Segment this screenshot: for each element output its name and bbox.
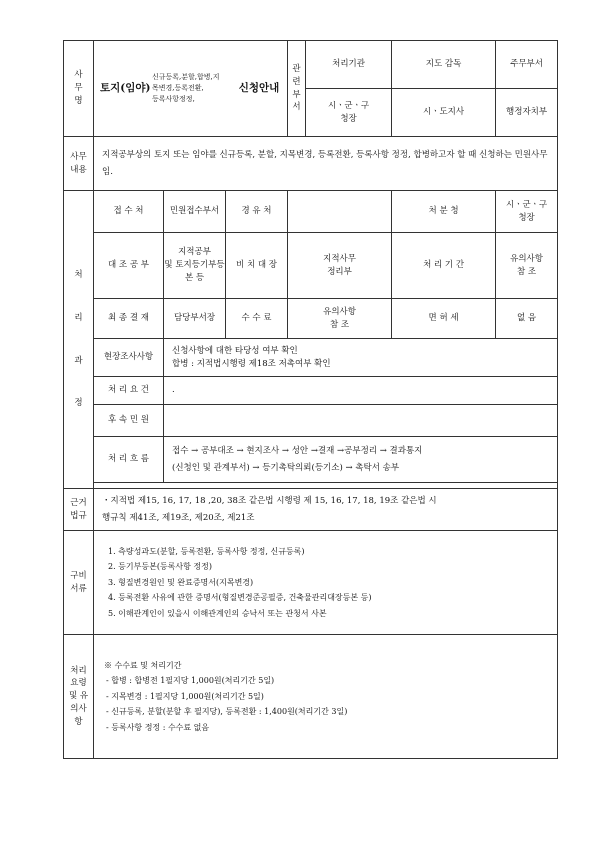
- documents-list: [94, 531, 558, 635]
- document-item: 5. 이해관계인이 있을시 이해관계인의 승낙서 또는 관청서 사본: [108, 608, 327, 618]
- survey-text: 신청사항에 대한 타당성 여부 확인 합병 : 지적법시행령 제18조 저촉여부 확인: [164, 339, 558, 377]
- title-suffix: 신청안내: [238, 81, 280, 94]
- process-r3-c4: 유의사항 참 조: [288, 299, 392, 339]
- followup-label: 후 속 민 원: [94, 405, 164, 437]
- followup-text: [164, 405, 558, 437]
- title-subtypes: 신규등록,분할,합병,지 목변경,등록전환, 등록사항정정,: [152, 72, 220, 104]
- title-main: 토지(임야): [100, 81, 151, 94]
- process-r2-c3: 비 치 대 장: [226, 233, 288, 299]
- form-page: [63, 40, 557, 759]
- document-item: 1. 측량성과도(분할, 등록전환, 등록사항 정정, 신규등록): [108, 546, 305, 556]
- process-r3-c6: 없 음: [496, 299, 558, 339]
- content-text: 지적공부상의 토지 또는 임야를 신규등록, 분할, 지목변경, 등록전환, 등록사항 정정, 합병하고자 할 때 신청하는 민원사무임.: [94, 137, 558, 191]
- process-r1-c2: 민원접수부서: [164, 191, 226, 233]
- document-item: 2. 등기부등본(등록사항 정정): [108, 562, 212, 572]
- col-header-processing: 처리기관: [306, 41, 392, 89]
- documents-label: 구비 서류: [64, 531, 94, 635]
- note-item: - 신규등록, 분할(분할 후 필지당), 등록전환 : 1,400원(처리기간 3일): [106, 707, 348, 717]
- supervision-agency: 시ㆍ도지사: [392, 89, 496, 137]
- note-item: - 지목변경 : 1필지당 1,000원(처리기간 5일): [106, 691, 264, 701]
- requirements-text: .: [164, 377, 558, 405]
- flow-label: 처 리 흐 름: [94, 437, 164, 483]
- process-r1-c5: 처 분 청: [392, 191, 496, 233]
- process-r1-c6: 시ㆍ군ㆍ구 청장: [496, 191, 558, 233]
- process-r2-c6: 유의사항 참 조: [496, 233, 558, 299]
- process-r2-c1: 대 조 공 부: [94, 233, 164, 299]
- related-dept-label: 관 련 부 서: [288, 41, 306, 137]
- info-form-table: [63, 40, 558, 759]
- main-dept: 행정자치부: [496, 89, 558, 137]
- notes-label: 처리 요령 및 유 의사 항: [64, 635, 94, 759]
- process-r3-c1: 최 종 결 재: [94, 299, 164, 339]
- processing-agency: 시ㆍ군ㆍ구 청장: [306, 89, 392, 137]
- process-r2-c4: 지적사무 정리부: [288, 233, 392, 299]
- process-r2-c5: 처 리 기 간: [392, 233, 496, 299]
- document-item: 4. 등록전환 사유에 관한 증명서(형질변경준공필증, 건축물관리대장등본 등): [108, 593, 372, 603]
- process-r1-c4: [288, 191, 392, 233]
- process-r1-c3: 경 유 처: [226, 191, 288, 233]
- survey-label: 현장조사사항: [94, 339, 164, 377]
- process-r2-c2: 지적공부 및 토지등기부등 본 등: [164, 233, 226, 299]
- document-item: 3. 형질변경원인 및 완료증명서(지목변경): [108, 577, 254, 587]
- flow-text: 접수 → 공부대조 → 현지조사 → 성안 →결재 →공부정리 → 결과통지 (신청인 및 관계부서) → 등기촉탁의뢰(등기소) → 촉탁서 송부: [164, 437, 558, 483]
- notes-list: [94, 635, 558, 759]
- document-title: [94, 41, 288, 137]
- process-r3-c3: 수 수 료: [226, 299, 288, 339]
- note-item: - 등록사항 정정 : 수수료 없음: [106, 722, 210, 732]
- content-label: 사무 내용: [64, 137, 94, 191]
- legal-label: 근거 법규: [64, 489, 94, 531]
- process-r1-c1: 접 수 처: [94, 191, 164, 233]
- process-r3-c5: 면 허 세: [392, 299, 496, 339]
- requirements-label: 처 리 요 건: [94, 377, 164, 405]
- col-header-supervision: 지도 감독: [392, 41, 496, 89]
- process-label: 처 리 과 정: [64, 191, 94, 489]
- task-name-label: 사 무 명: [64, 41, 94, 137]
- legal-text: ・지적법 제15, 16, 17, 18 ,20, 38조 같은법 시행령 제 15, 16, 17, 18, 19조 같은법 시 행규칙 제41조, 제19조, 제20조, 제21조: [94, 489, 558, 531]
- notes-heading: ※ 수수료 및 처리기간: [104, 660, 182, 670]
- col-header-main-dept: 주무부서: [496, 41, 558, 89]
- process-r3-c2: 담당부서장: [164, 299, 226, 339]
- note-item: - 합병 : 합병전 1필지당 1,000원(처리기간 5일): [106, 676, 275, 686]
